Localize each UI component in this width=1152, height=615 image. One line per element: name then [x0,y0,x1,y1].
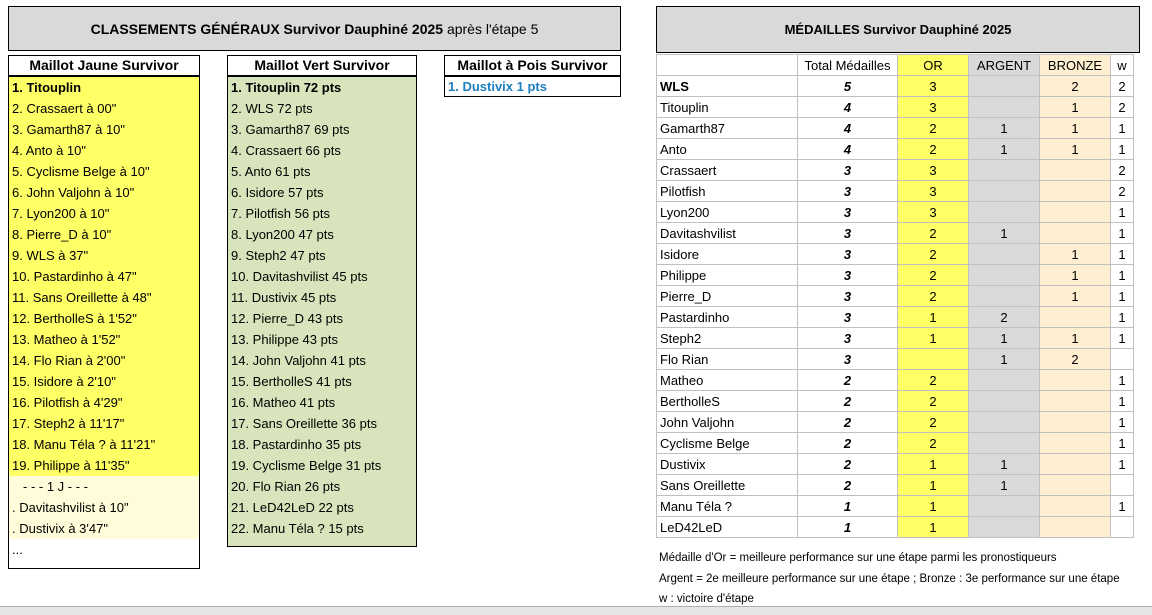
medals-cell-bronze [1040,475,1111,496]
green-jersey-row: 9. Steph2 47 pts [231,248,326,263]
green-jersey-row: 5. Anto 61 pts [231,164,311,179]
medals-cell-argent: 1 [969,139,1040,160]
medals-cell-name: Anto [657,139,798,160]
medals-cell-or: 2 [898,139,969,160]
header-argent: ARGENT [969,55,1040,76]
yellow-jersey-row: 3. Gamarth87 à 10" [9,119,199,140]
medals-cell-argent [969,286,1040,307]
medals-cell-total: 3 [798,286,898,307]
polka-jersey-header: Maillot à Pois Survivor [444,55,621,76]
medals-cell-total: 3 [798,349,898,370]
medals-cell-or: 1 [898,475,969,496]
medals-cell-name: Dustivix [657,454,798,475]
general-rankings-title [8,6,621,51]
medals-cell-or: 2 [898,265,969,286]
medals-row [657,496,1134,517]
yellow-jersey-row: 5. Cyclisme Belge à 10" [9,161,199,182]
medals-cell-total: 2 [798,454,898,475]
medals-cell-total: 3 [798,160,898,181]
medals-cell-bronze [1040,307,1111,328]
medals-cell-name: WLS [657,76,798,97]
yellow-jersey-row: 18. Manu Téla ? à 11'21" [9,434,199,455]
yellow-jersey-extra-row: . Davitashvilist à 10" [9,497,199,518]
medals-cell-argent [969,265,1040,286]
medals-cell-total: 2 [798,412,898,433]
medals-cell-or: 1 [898,517,969,538]
green-jersey-row: 2. WLS 72 pts [231,101,313,116]
yellow-jersey-row: 7. Lyon200 à 10" [9,203,199,224]
yellow-jersey-row: 17. Steph2 à 11'17" [9,413,199,434]
medals-row [657,139,1134,160]
header-name [657,55,798,76]
medals-cell-or: 3 [898,202,969,223]
medals-title-text: MÉDAILLES Survivor Dauphiné 2025 [784,22,1012,37]
medals-cell-w: 1 [1111,496,1134,517]
medals-cell-name: Manu Téla ? [657,496,798,517]
medals-row [657,118,1134,139]
medals-cell-bronze [1040,370,1111,391]
medals-cell-argent: 1 [969,118,1040,139]
medals-cell-argent: 1 [969,223,1040,244]
medals-row [657,286,1134,307]
yellow-jersey-row: 16. Pilotfish à 4'29" [9,392,199,413]
yellow-jersey-row: 13. Matheo à 1'52" [9,329,199,350]
medals-cell-name: Lyon200 [657,202,798,223]
medals-cell-name: Titouplin [657,97,798,118]
medals-cell-name: Pilotfish [657,181,798,202]
green-jersey-row: 22. Manu Téla ? 15 pts [231,521,364,536]
medals-header-row [657,55,1134,76]
yellow-jersey-row: 15. Isidore à 2'10" [9,371,199,392]
yellow-jersey-row: 14. Flo Rian à 2'00" [9,350,199,371]
medals-cell-bronze: 1 [1040,265,1111,286]
medals-cell-w: 2 [1111,160,1134,181]
medals-cell-name: Pierre_D [657,286,798,307]
medals-row [657,181,1134,202]
medals-cell-total: 3 [798,244,898,265]
medals-cell-total: 2 [798,370,898,391]
medals-cell-total: 3 [798,265,898,286]
green-jersey-row: 1. Titouplin 72 pts [231,80,342,95]
medals-cell-w: 1 [1111,265,1134,286]
medals-cell-or: 3 [898,160,969,181]
yellow-jersey-extra-row: ... [12,542,23,557]
medals-cell-argent: 2 [969,307,1040,328]
yellow-jersey-row: 1. Titouplin [9,77,199,98]
medals-cell-or: 2 [898,244,969,265]
polka-jersey-row: 1. Dustivix 1 pts [448,79,547,94]
green-jersey-row: 21. LeD42LeD 22 pts [231,500,354,515]
medals-table [656,54,1134,538]
medals-row [657,160,1134,181]
medals-cell-bronze: 1 [1040,139,1111,160]
header-bronze: BRONZE [1040,55,1111,76]
green-jersey-list [227,76,417,547]
medals-cell-bronze [1040,433,1111,454]
medals-cell-or: 2 [898,223,969,244]
medals-cell-name: BertholleS [657,391,798,412]
green-jersey-row: 4. Crassaert 66 pts [231,143,341,158]
medals-cell-bronze [1040,496,1111,517]
medals-row [657,517,1134,538]
medals-cell-w [1111,349,1134,370]
green-jersey-row: 19. Cyclisme Belge 31 pts [231,458,382,473]
medals-cell-bronze [1040,517,1111,538]
medals-row [657,97,1134,118]
medals-cell-name: Sans Oreillette [657,475,798,496]
medals-cell-w: 1 [1111,307,1134,328]
yellow-jersey-extra-row: . Dustivix à 3'47" [9,518,199,539]
medals-cell-name: Davitashvilist [657,223,798,244]
medals-cell-name: Crassaert [657,160,798,181]
medals-cell-or: 3 [898,76,969,97]
medals-cell-or: 2 [898,391,969,412]
yellow-jersey-row: 8. Pierre_D à 10" [9,224,199,245]
title-bold: CLASSEMENTS GÉNÉRAUX Survivor Dauphiné 2025 [90,20,444,37]
medals-cell-argent: 1 [969,475,1040,496]
yellow-jersey-row: 10. Pastardinho à 47" [9,266,199,287]
title-rest: après l'étape 5 [443,20,539,37]
medals-cell-w: 1 [1111,454,1134,475]
medals-cell-total: 2 [798,433,898,454]
green-jersey-row: 18. Pastardinho 35 pts [231,437,362,452]
medals-row [657,307,1134,328]
medals-cell-argent [969,244,1040,265]
medals-cell-w [1111,517,1134,538]
medals-cell-w: 1 [1111,244,1134,265]
note-silver-bronze: Argent = 2e meilleure performance sur une étape ; Bronze : 3e performance sur une étape [659,573,1120,585]
medals-cell-w: 2 [1111,97,1134,118]
medals-cell-w: 1 [1111,118,1134,139]
green-jersey-row: 17. Sans Oreillette 36 pts [231,416,377,431]
note-gold: Médaille d'Or = meilleure performance sur une étape parmi les pronostiqueurs [659,552,1057,564]
green-jersey-row: 8. Lyon200 47 pts [231,227,334,242]
medals-cell-total: 1 [798,496,898,517]
medals-cell-bronze: 1 [1040,286,1111,307]
medals-cell-total: 3 [798,328,898,349]
medals-cell-argent: 1 [969,328,1040,349]
medals-cell-total: 3 [798,223,898,244]
medals-cell-argent [969,370,1040,391]
medals-cell-argent [969,496,1040,517]
yellow-jersey-header: Maillot Jaune Survivor [8,55,200,76]
yellow-jersey-row: 9. WLS à 37" [9,245,199,266]
medals-cell-w: 1 [1111,412,1134,433]
medals-cell-total: 3 [798,202,898,223]
medals-cell-name: Pastardinho [657,307,798,328]
medals-cell-total: 1 [798,517,898,538]
medals-row [657,76,1134,97]
medals-cell-name: Philippe [657,265,798,286]
medals-title [656,6,1140,53]
medals-cell-total: 4 [798,139,898,160]
medals-cell-w: 1 [1111,202,1134,223]
medals-cell-argent: 1 [969,349,1040,370]
medals-cell-bronze: 1 [1040,118,1111,139]
header-total: Total Médailles [798,55,898,76]
medals-row [657,202,1134,223]
medals-cell-w: 1 [1111,223,1134,244]
medals-cell-bronze: 1 [1040,97,1111,118]
medals-row [657,454,1134,475]
medals-cell-w: 1 [1111,328,1134,349]
medals-row [657,349,1134,370]
green-jersey-row: 15. BertholleS 41 pts [231,374,352,389]
medals-cell-bronze: 1 [1040,328,1111,349]
medals-cell-argent: 1 [969,454,1040,475]
medals-cell-name: Steph2 [657,328,798,349]
medals-row [657,475,1134,496]
medals-cell-name: John Valjohn [657,412,798,433]
medals-cell-bronze [1040,391,1111,412]
medals-cell-w: 2 [1111,181,1134,202]
green-jersey-row: 7. Pilotfish 56 pts [231,206,330,221]
medals-cell-argent [969,433,1040,454]
medals-cell-argent [969,412,1040,433]
green-jersey-row: 13. Philippe 43 pts [231,332,338,347]
medals-cell-bronze: 2 [1040,349,1111,370]
yellow-jersey-row: 12. BertholleS à 1'52" [9,308,199,329]
medals-cell-w: 1 [1111,433,1134,454]
medals-cell-argent [969,517,1040,538]
medals-cell-name: LeD42LeD [657,517,798,538]
medals-cell-name: Matheo [657,370,798,391]
medals-cell-or: 2 [898,370,969,391]
green-jersey-row: 6. Isidore 57 pts [231,185,324,200]
medals-cell-total: 2 [798,475,898,496]
medals-cell-or: 1 [898,307,969,328]
medals-cell-argent [969,181,1040,202]
medals-row [657,370,1134,391]
medals-cell-argent [969,160,1040,181]
medals-cell-bronze [1040,160,1111,181]
green-jersey-row: 14. John Valjohn 41 pts [231,353,366,368]
medals-cell-argent [969,202,1040,223]
yellow-jersey-separator: - - - 1 J - - - [9,476,199,497]
green-jersey-row: 11. Dustivix 45 pts [231,290,337,305]
medals-cell-name: Isidore [657,244,798,265]
medals-cell-name: Flo Rian [657,349,798,370]
medals-cell-total: 3 [798,181,898,202]
medals-cell-total: 4 [798,97,898,118]
medals-row [657,328,1134,349]
header-or: OR [898,55,969,76]
green-jersey-row: 12. Pierre_D 43 pts [231,311,344,326]
medals-cell-w: 1 [1111,139,1134,160]
medals-row [657,265,1134,286]
medals-row [657,412,1134,433]
medals-cell-bronze [1040,202,1111,223]
medals-cell-w: 1 [1111,370,1134,391]
medals-cell-bronze [1040,181,1111,202]
medals-cell-or [898,349,969,370]
header-w: w [1111,55,1134,76]
medals-cell-w [1111,475,1134,496]
medals-cell-bronze [1040,454,1111,475]
medals-row [657,391,1134,412]
yellow-jersey-row: 2. Crassaert à 00" [9,98,199,119]
yellow-jersey-row: 4. Anto à 10" [9,140,199,161]
green-jersey-row: 10. Davitashvilist 45 pts [231,269,368,284]
medals-cell-w: 2 [1111,76,1134,97]
yellow-jersey-row: 19. Philippe à 11'35" [9,455,199,476]
medals-cell-total: 2 [798,391,898,412]
medals-cell-argent [969,391,1040,412]
medals-row [657,223,1134,244]
medals-cell-name: Cyclisme Belge [657,433,798,454]
yellow-jersey-row: 6. John Valjohn à 10" [9,182,199,203]
medals-row [657,433,1134,454]
medals-cell-w: 1 [1111,286,1134,307]
medals-cell-or: 3 [898,97,969,118]
medals-cell-or: 3 [898,181,969,202]
medals-cell-bronze [1040,412,1111,433]
medals-cell-or: 2 [898,286,969,307]
medals-cell-argent [969,76,1040,97]
medals-cell-total: 4 [798,118,898,139]
medals-row [657,244,1134,265]
medals-cell-or: 2 [898,433,969,454]
medals-cell-bronze [1040,223,1111,244]
medals-cell-bronze: 2 [1040,76,1111,97]
green-jersey-row: 16. Matheo 41 pts [231,395,336,410]
medals-cell-argent [969,97,1040,118]
yellow-jersey-row: 11. Sans Oreillette à 48" [9,287,199,308]
medals-cell-or: 1 [898,496,969,517]
medals-cell-or: 1 [898,454,969,475]
green-jersey-header: Maillot Vert Survivor [227,55,417,76]
medals-cell-bronze: 1 [1040,244,1111,265]
polka-jersey-list [444,76,621,97]
note-stage-win: w : victoire d'étape [659,593,754,605]
yellow-jersey-list [8,76,200,569]
medals-cell-or: 2 [898,412,969,433]
green-jersey-row: 20. Flo Rian 26 pts [231,479,341,494]
medals-cell-w: 1 [1111,391,1134,412]
medals-cell-name: Gamarth87 [657,118,798,139]
medals-cell-or: 1 [898,328,969,349]
medals-cell-total: 3 [798,307,898,328]
medals-cell-or: 2 [898,118,969,139]
medals-cell-total: 5 [798,76,898,97]
green-jersey-row: 3. Gamarth87 69 pts [231,122,350,137]
